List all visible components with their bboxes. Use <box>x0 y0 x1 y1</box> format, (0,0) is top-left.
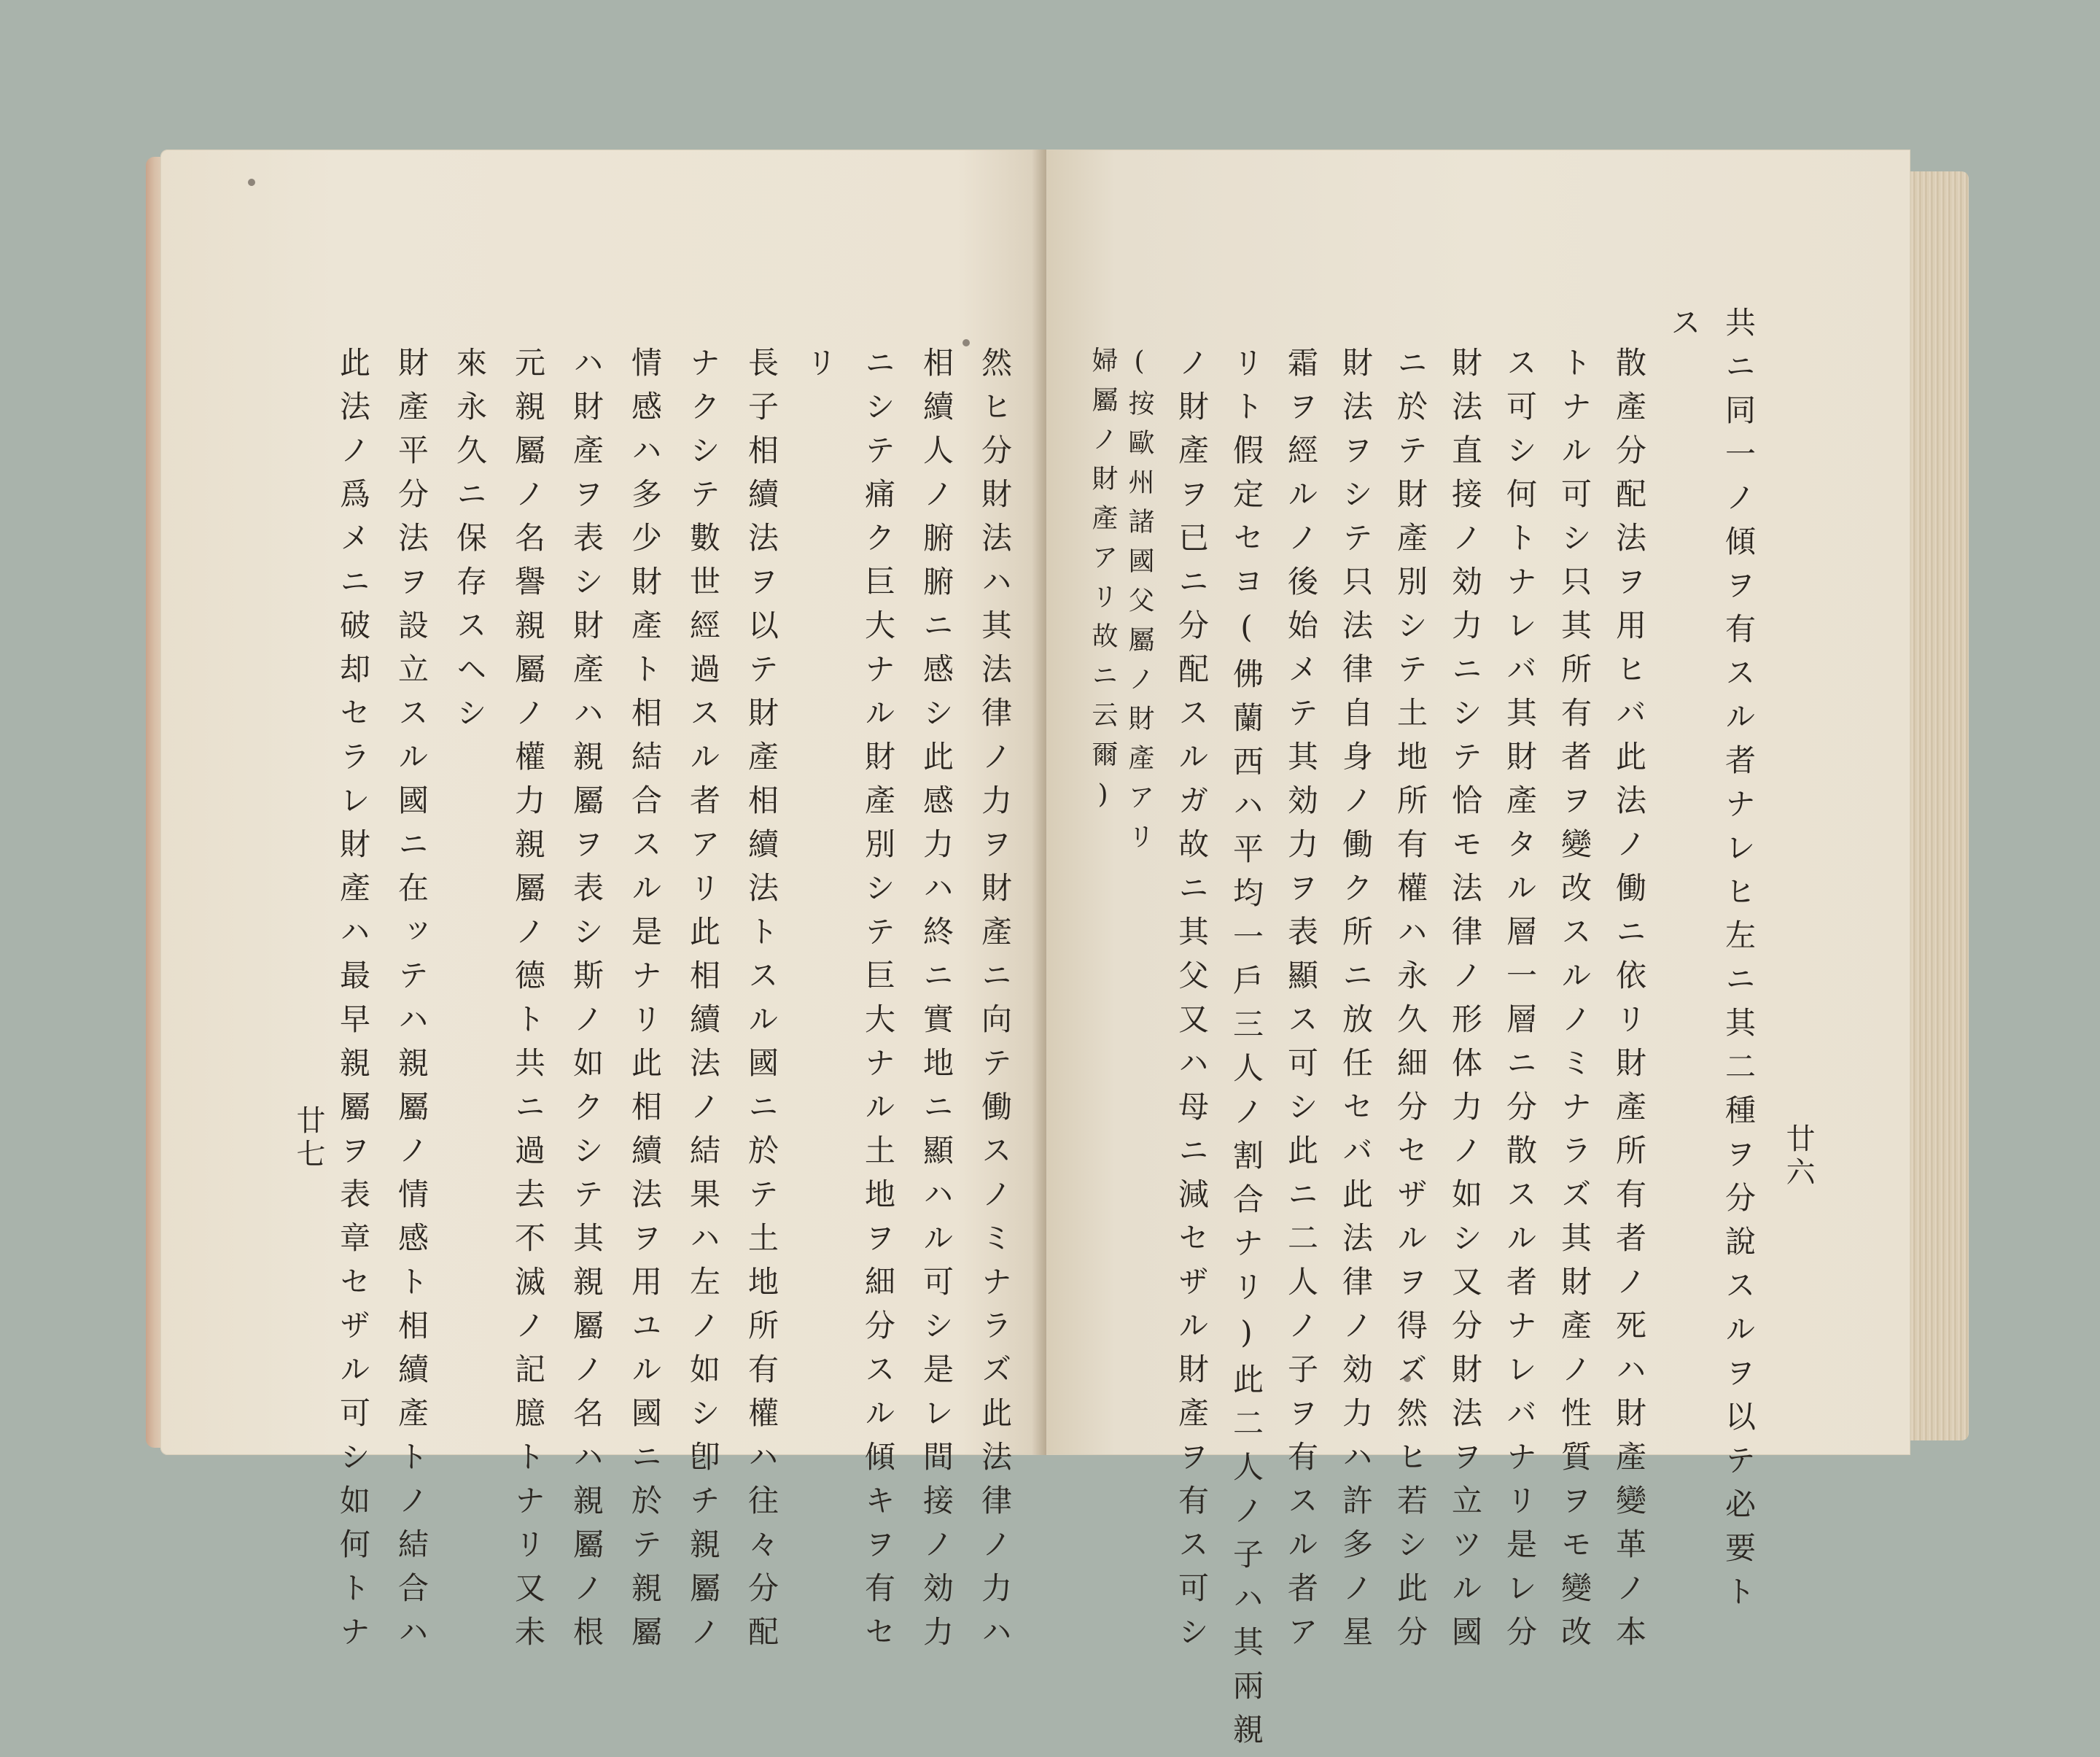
text-column: ナクシテ數世經過スル者アリ此相續法ノ結果ハ左ノ如シ卽チ親屬ノ <box>685 346 721 1659</box>
text-column: 元親屬ノ名譽親屬ノ權力親屬ノ德ト共ニ過去不滅ノ記臆トナリ又未 <box>510 346 546 1659</box>
annotation-column: 婦屬ノ財產アリ故ニ云爾) <box>1088 346 1118 823</box>
text-column: 財法直接ノ効力ニシテ恰モ法律ノ形体力ノ如シ又分財法ヲ立ツル國 <box>1447 346 1483 1659</box>
text-column: ハ財產ヲ表シ財產ハ親屬ヲ表シ斯ノ如クシテ其親屬ノ名ハ親屬ノ根 <box>569 346 604 1659</box>
text-column: 相續人ノ腑腑ニ感シ此感力ハ終ニ實地ニ顯ハル可シ是レ間接ノ効力 <box>919 346 954 1659</box>
text-column: トナル可シ只其所有者ヲ變改スルノミナラズ其財產ノ性質ヲモ變改 <box>1557 346 1592 1659</box>
annotation-column: (按歐州諸國父屬ノ財產アリ <box>1124 346 1154 862</box>
left-page <box>160 150 1046 1659</box>
text-column: 情感ハ多少財產ト相結合スル是ナリ此相續法ヲ用ユル國ニ於テ親屬 <box>627 346 663 1659</box>
page-number: 廿六 <box>1781 1123 1815 1190</box>
text-column: リ <box>802 346 838 390</box>
text-column: リト假定セヨ(佛蘭西ハ平均一戶三人ノ割合ナリ)此二人ノ子ハ其兩親 <box>1229 346 1264 1757</box>
text-column: 財法ヲシテ只法律自身ノ働ク所ニ放任セバ此法律ノ効力ハ許多ノ星 <box>1338 346 1374 1659</box>
text-column: 散產分配法ヲ用ヒバ此法ノ働ニ依リ財產所有者ノ死ハ財產變革ノ本 <box>1611 346 1647 1659</box>
page-number: 廿七 <box>292 1105 325 1172</box>
text-column: ノ財產ヲ已ニ分配スルガ故ニ其父又ハ母ニ減セザル財產ヲ有ス可シ <box>1174 346 1210 1659</box>
text-column: 共ニ同一ノ傾ヲ有スル者ナレヒ左ニ其二種ヲ分說スルヲ以テ必要ト <box>1721 306 1757 1619</box>
text-column: 此法ノ爲メニ破却セラレ財產ハ最早親屬ヲ表章セザル可シ如何トナ <box>335 346 371 1659</box>
page-stack-edge <box>1910 171 1969 1440</box>
text-column: 然ヒ分財法ハ其法律ノ力ヲ財產ニ向テ働スノミナラズ此法律ノ力ハ <box>977 346 1013 1659</box>
text-column: ス可シ何トナレバ其財產タル層一層ニ分散スル者ナレバナリ是レ分 <box>1502 346 1538 1659</box>
text-column: ス <box>1666 306 1702 350</box>
open-book <box>146 150 1969 1757</box>
text-column: 長子相續法ヲ以テ財產相續法トスル國ニ於テ土地所有權ハ往々分配 <box>744 346 779 1659</box>
text-column: ニシテ痛ク巨大ナル財產別シテ巨大ナル土地ヲ細分スル傾キヲ有セ <box>860 346 896 1659</box>
text-column: 霜ヲ經ルノ後始メテ其効力ヲ表顯ス可シ此ニ二人ノ子ヲ有スル者ア <box>1283 346 1319 1659</box>
right-page <box>1046 150 1910 1757</box>
ink-dot <box>248 179 255 186</box>
text-column: 來永久ニ保存スヘシ <box>452 346 488 740</box>
text-column: 財產平分法ヲ設立スル國ニ在ッテハ親屬ノ情感ト相續產トノ結合ハ <box>394 346 429 1659</box>
text-column: ニ於テ財產別シテ土地所有權ハ永久細分セザルヲ得ズ然ヒ若シ此分 <box>1393 346 1428 1659</box>
ink-dot <box>962 339 970 346</box>
